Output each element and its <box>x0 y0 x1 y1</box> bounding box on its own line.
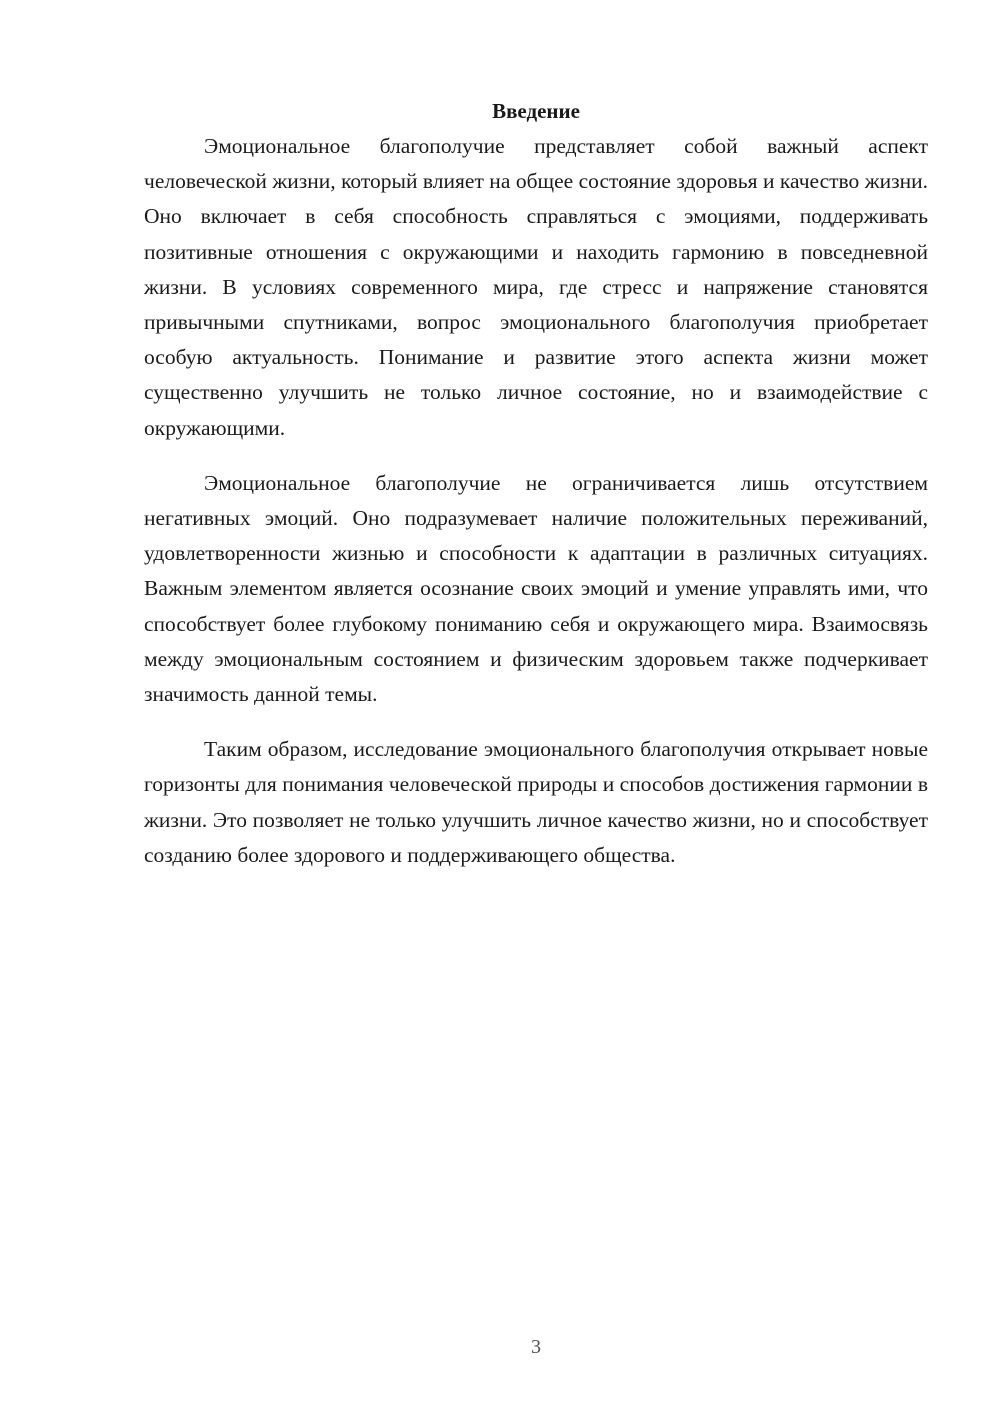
paragraph-1: Эмоциональное благополучие представляет собой важный аспект человеческой жизни, который влияет на общее состояние здоровья и качество жизни. Оно включает в себя способность справляться с эмоциями, поддерживать позитивные отношения с окружающими и находить гармонию в повседневной жизни. В условиях современного мира, где стресс и напряжение становятся привычными спутниками, вопрос эмоционального благополучия приобретает особую актуальность. Понимание и развитие этого аспекта жизни может существенно улучшить не только личное состояние, но и взаимодействие с окружающими. <box>144 134 928 440</box>
section-heading: Введение <box>492 99 580 123</box>
paragraph-3: Таким образом, исследование эмоционального благополучия открывает новые горизонты для понимания человеческой природы и способов достижения гармонии в жизни. Это позволяет не только улучшить личное качество жизни, но и способствует созданию более здорового и поддерживающего общества. <box>144 737 928 867</box>
paragraph-2: Эмоциональное благополучие не ограничивается лишь отсутствием негативных эмоций. Оно подразумевает наличие положительных переживаний, удовлетворенности жизнью и способности к адаптации в различных ситуациях. Важным элементом является осознание своих эмоций и умение управлять ими, что способствует более глубокому пониманию себя и окружающего мира. Взаимосвязь между эмоциональным состоянием и физическим здоровьем также подчеркивает значимость данной темы. <box>144 470 928 707</box>
page-number: 3 <box>531 1336 541 1358</box>
page-content <box>144 95 928 893</box>
